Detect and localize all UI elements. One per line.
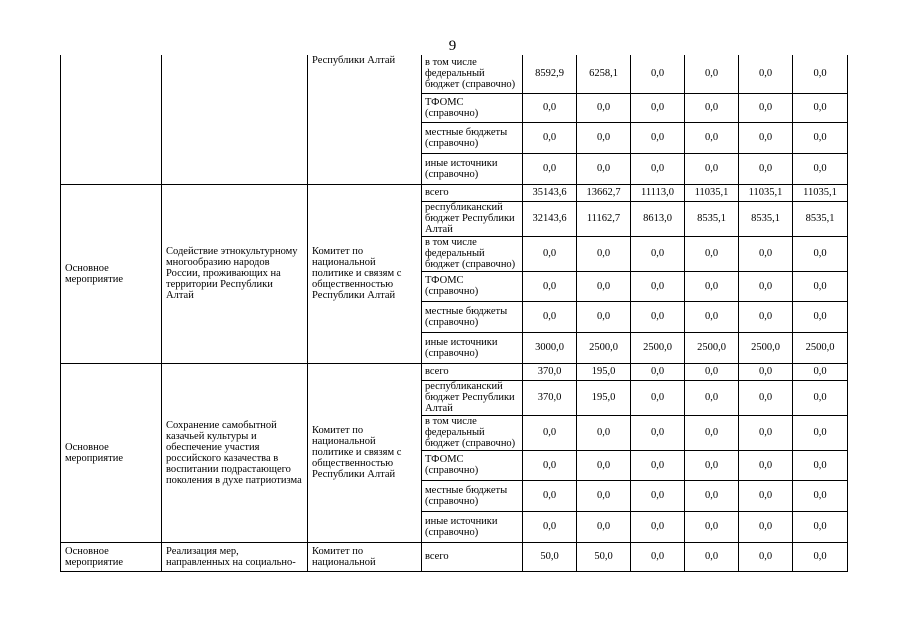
amount-cell: 0,0 (577, 93, 631, 122)
amount-cell: 370,0 (523, 363, 577, 380)
amount-cell: 0,0 (685, 122, 739, 153)
amount-cell: 0,0 (577, 480, 631, 511)
amount-cell: 0,0 (793, 363, 848, 380)
funding-source-cell: в том числе федеральный бюджет (справочно) (422, 55, 523, 93)
amount-cell: 3000,0 (523, 332, 577, 363)
funding-source-cell: республиканский бюджет Республики Алтай (422, 201, 523, 236)
amount-cell: 0,0 (739, 480, 793, 511)
amount-cell: 0,0 (793, 380, 848, 415)
table-row (61, 184, 848, 201)
amount-cell: 0,0 (685, 511, 739, 542)
amount-cell: 0,0 (685, 450, 739, 480)
amount-cell: 0,0 (631, 122, 685, 153)
table-row (61, 55, 848, 93)
amount-cell: 0,0 (793, 153, 848, 184)
funding-source-cell: ТФОМС (справочно) (422, 93, 523, 122)
amount-cell: 0,0 (577, 450, 631, 480)
amount-cell: 0,0 (577, 153, 631, 184)
amount-cell: 0,0 (739, 542, 793, 571)
amount-cell: 0,0 (739, 93, 793, 122)
funding-source-cell: в том числе федеральный бюджет (справочно) (422, 236, 523, 271)
amount-cell: 0,0 (685, 271, 739, 301)
amount-cell: 0,0 (523, 450, 577, 480)
amount-cell: 0,0 (631, 271, 685, 301)
amount-cell: 0,0 (793, 450, 848, 480)
funding-source-cell: иные источники (справочно) (422, 153, 523, 184)
amount-cell: 50,0 (523, 542, 577, 571)
amount-cell: 2500,0 (631, 332, 685, 363)
amount-cell: 0,0 (739, 380, 793, 415)
amount-cell: 0,0 (793, 55, 848, 93)
funding-table (60, 55, 848, 572)
amount-cell: 0,0 (685, 480, 739, 511)
funding-source-cell: местные бюджеты (справочно) (422, 480, 523, 511)
amount-cell: 2500,0 (739, 332, 793, 363)
amount-cell: 0,0 (577, 511, 631, 542)
amount-cell: 0,0 (685, 301, 739, 332)
amount-cell: 0,0 (739, 271, 793, 301)
measure-name-cell: Сохранение самобытной казачьей культуры и обеспечение участия российского казачества в воспитании подрастающего поколения в духе патриотизма (162, 363, 308, 542)
amount-cell: 50,0 (577, 542, 631, 571)
amount-cell: 0,0 (523, 122, 577, 153)
amount-cell: 0,0 (739, 55, 793, 93)
amount-cell: 2500,0 (685, 332, 739, 363)
table-row (61, 363, 848, 380)
measure-name-cell: Содействие этнокультурному многообразию народов России, проживающих на территории Республики Алтай (162, 184, 308, 363)
executor-cell: Комитет по национальной (308, 542, 422, 571)
amount-cell: 6258,1 (577, 55, 631, 93)
amount-cell: 0,0 (523, 271, 577, 301)
amount-cell: 0,0 (577, 122, 631, 153)
amount-cell: 0,0 (631, 450, 685, 480)
amount-cell: 8535,1 (793, 201, 848, 236)
amount-cell: 11035,1 (793, 184, 848, 201)
amount-cell: 0,0 (523, 511, 577, 542)
funding-source-cell: республиканский бюджет Республики Алтай (422, 380, 523, 415)
amount-cell: 370,0 (523, 380, 577, 415)
amount-cell: 11162,7 (577, 201, 631, 236)
funding-source-cell: иные источники (справочно) (422, 511, 523, 542)
amount-cell: 0,0 (793, 301, 848, 332)
amount-cell: 0,0 (793, 122, 848, 153)
measure-type-cell: Основное мероприятие (61, 363, 162, 542)
funding-source-cell: ТФОМС (справочно) (422, 271, 523, 301)
measure-type-cell: Основное мероприятие (61, 184, 162, 363)
table-row (61, 542, 848, 571)
amount-cell: 0,0 (793, 93, 848, 122)
amount-cell: 0,0 (631, 542, 685, 571)
amount-cell: 0,0 (685, 363, 739, 380)
amount-cell: 0,0 (793, 480, 848, 511)
amount-cell: 0,0 (631, 301, 685, 332)
amount-cell: 0,0 (685, 153, 739, 184)
funding-source-cell: всего (422, 184, 523, 201)
amount-cell: 0,0 (577, 415, 631, 450)
page-number: 9 (448, 38, 457, 54)
executor-cell: Республики Алтай (308, 55, 422, 184)
amount-cell: 8592,9 (523, 55, 577, 93)
amount-cell: 0,0 (739, 153, 793, 184)
amount-cell: 0,0 (793, 271, 848, 301)
amount-cell: 2500,0 (793, 332, 848, 363)
amount-cell: 0,0 (631, 236, 685, 271)
amount-cell: 0,0 (739, 511, 793, 542)
amount-cell: 35143,6 (523, 184, 577, 201)
amount-cell: 0,0 (685, 415, 739, 450)
amount-cell: 13662,7 (577, 184, 631, 201)
executor-cell: Комитет по национальной политике и связям с общественностью Республики Алтай (308, 184, 422, 363)
amount-cell: 0,0 (631, 93, 685, 122)
amount-cell: 0,0 (577, 271, 631, 301)
measure-type-cell: Основное мероприятие (61, 542, 162, 571)
amount-cell: 0,0 (631, 380, 685, 415)
amount-cell: 0,0 (685, 236, 739, 271)
amount-cell: 0,0 (739, 301, 793, 332)
amount-cell: 0,0 (685, 93, 739, 122)
measure-name-cell: Реализация мер, направленных на социально- (162, 542, 308, 571)
amount-cell: 0,0 (523, 153, 577, 184)
measure-name-cell (162, 55, 308, 184)
funding-source-cell: местные бюджеты (справочно) (422, 122, 523, 153)
table-body (61, 55, 848, 571)
amount-cell: 11035,1 (739, 184, 793, 201)
amount-cell: 0,0 (631, 363, 685, 380)
amount-cell: 0,0 (577, 236, 631, 271)
funding-source-cell: всего (422, 363, 523, 380)
funding-source-cell: местные бюджеты (справочно) (422, 301, 523, 332)
amount-cell: 11035,1 (685, 184, 739, 201)
amount-cell: 0,0 (793, 415, 848, 450)
amount-cell: 195,0 (577, 363, 631, 380)
amount-cell: 0,0 (523, 480, 577, 511)
amount-cell: 0,0 (523, 236, 577, 271)
amount-cell: 0,0 (523, 301, 577, 332)
amount-cell: 0,0 (739, 363, 793, 380)
amount-cell: 0,0 (739, 122, 793, 153)
amount-cell: 0,0 (685, 380, 739, 415)
amount-cell: 0,0 (523, 93, 577, 122)
measure-type-cell (61, 55, 162, 184)
amount-cell: 2500,0 (577, 332, 631, 363)
amount-cell: 11113,0 (631, 184, 685, 201)
amount-cell: 0,0 (631, 480, 685, 511)
amount-cell: 0,0 (631, 415, 685, 450)
amount-cell: 0,0 (793, 236, 848, 271)
amount-cell: 8613,0 (631, 201, 685, 236)
amount-cell: 0,0 (739, 415, 793, 450)
amount-cell: 0,0 (739, 236, 793, 271)
funding-source-cell: ТФОМС (справочно) (422, 450, 523, 480)
funding-source-cell: всего (422, 542, 523, 571)
amount-cell: 0,0 (631, 511, 685, 542)
executor-cell: Комитет по национальной политике и связям с общественностью Республики Алтай (308, 363, 422, 542)
amount-cell: 0,0 (685, 55, 739, 93)
amount-cell: 0,0 (523, 415, 577, 450)
funding-source-cell: в том числе федеральный бюджет (справочно) (422, 415, 523, 450)
amount-cell: 0,0 (793, 511, 848, 542)
amount-cell: 8535,1 (739, 201, 793, 236)
amount-cell: 195,0 (577, 380, 631, 415)
amount-cell: 8535,1 (685, 201, 739, 236)
amount-cell: 0,0 (631, 55, 685, 93)
amount-cell: 32143,6 (523, 201, 577, 236)
amount-cell: 0,0 (577, 301, 631, 332)
amount-cell: 0,0 (739, 450, 793, 480)
amount-cell: 0,0 (685, 542, 739, 571)
amount-cell: 0,0 (631, 153, 685, 184)
amount-cell: 0,0 (793, 542, 848, 571)
funding-source-cell: иные источники (справочно) (422, 332, 523, 363)
